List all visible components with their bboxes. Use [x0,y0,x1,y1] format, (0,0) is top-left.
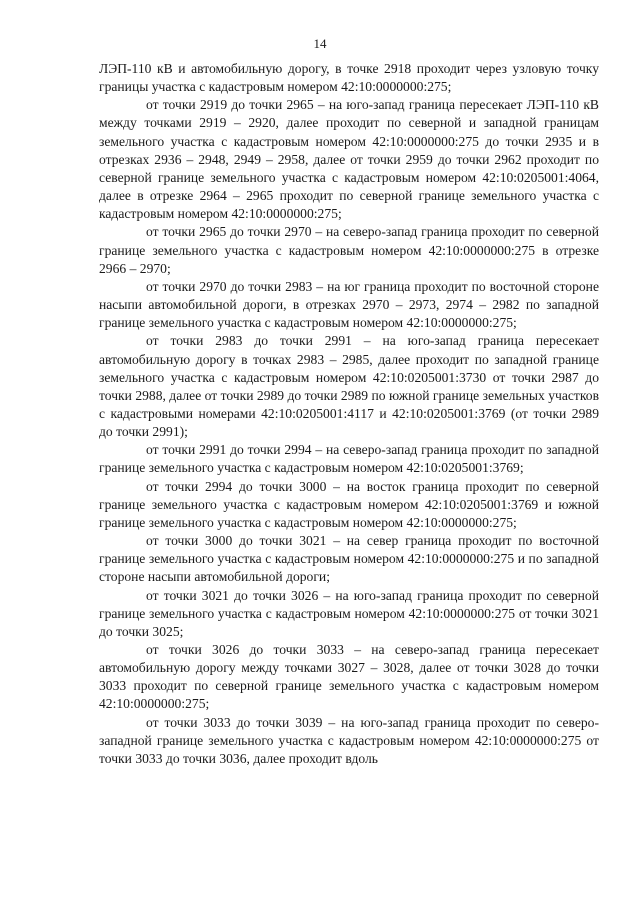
paragraph: от точки 3026 до точки 3033 – на северо-запад граница пересекает автомобильную дорогу между точками 3027 – 3028, далее от точки 3028 до точки 3033 проходит по северной границе земельного участка с кадастровым номером 42:10:0000000:275; [99,642,599,712]
page-number: 14 [313,36,327,51]
paragraph: от точки 2991 до точки 2994 – на северо-запад граница проходит по западной границе земельного участка с кадастровым номером 42:10:0205001:3769; [99,442,599,476]
paragraph: от точки 2970 до точки 2983 – на юг граница проходит по восточной стороне насыпи автомобильной дороги, в отрезках 2970 – 2973, 2974 – 2982 по западной границе земельного участка с кадастровым номером 42:10:0000000:275; [99,278,599,331]
paragraph: ЛЭП-110 кВ и автомобильную дорогу, в точке 2918 проходит через узловую точку границы участка с кадастровым номером 42:10:0000000:275; [99,61,599,95]
paragraph: от точки 3000 до точки 3021 – на север граница проходит по восточной границе земельного участка с кадастровым номером 42:10:0000000:275 и по западной стороне насыпи автомобильной дороги; [99,533,599,585]
paragraph: от точки 2994 до точки 3000 – на восток граница проходит по северной границе земельного участка с кадастровым номером 42:10:0205001:3769 и южной границе земельного участка с кадастровым номером 42:10:0000000:275; [99,478,599,530]
paragraph: от точки 3033 до точки 3039 – на юго-запад граница проходит по северо-западной границе земельного участка с кадастровым номером 42:10:0000000:275 от точки 3033 до точки 3036, далее проходит вдоль [99,714,599,766]
paragraph: от точки 2965 до точки 2970 – на северо-запад граница проходит по северной границе земельного участка с кадастровым номером 42:10:0000000:275 в отрезке 2966 – 2970; [99,224,599,276]
document-body [99,60,599,768]
paragraph: от точки 2919 до точки 2965 – на юго-запад граница пересекает ЛЭП-110 кВ между точками 2919 – 2920, далее проходит по северной и западной границам земельного участка с кадастровым номером 42:10:0000000:275 до точки 2935 и в отрезках 2936 – 2948, 2949 – 2958, далее от точки 2959 до точки 2962 проходит по северной границе земельного участка с кадастровым номером 42:10:0205001:4064, далее в отрезке 2964 – 2965 проходит по северной границе земельного участка с кадастровым номером 42:10:0000000:275; [99,97,599,222]
paragraph: от точки 2983 до точки 2991 – на юго-запад граница пересекает автомобильную дорогу в точках 2983 – 2985, далее проходит по западной границе земельного участка с кадастровым номером 42:10:0205001:3730 от точки 2987 до точки 2988, далее от точки 2989 до точки 2989 по южной границе земельных участков с кадастровыми номерами 42:10:0205001:4117 и 42:10:0205001:3769 (от точки 2989 до точки 2991); [99,333,599,440]
paragraph: от точки 3021 до точки 3026 – на юго-запад граница проходит по северной границе земельного участка с кадастровым номером 42:10:0000000:275 от точки 3021 до точки 3025; [99,587,599,639]
